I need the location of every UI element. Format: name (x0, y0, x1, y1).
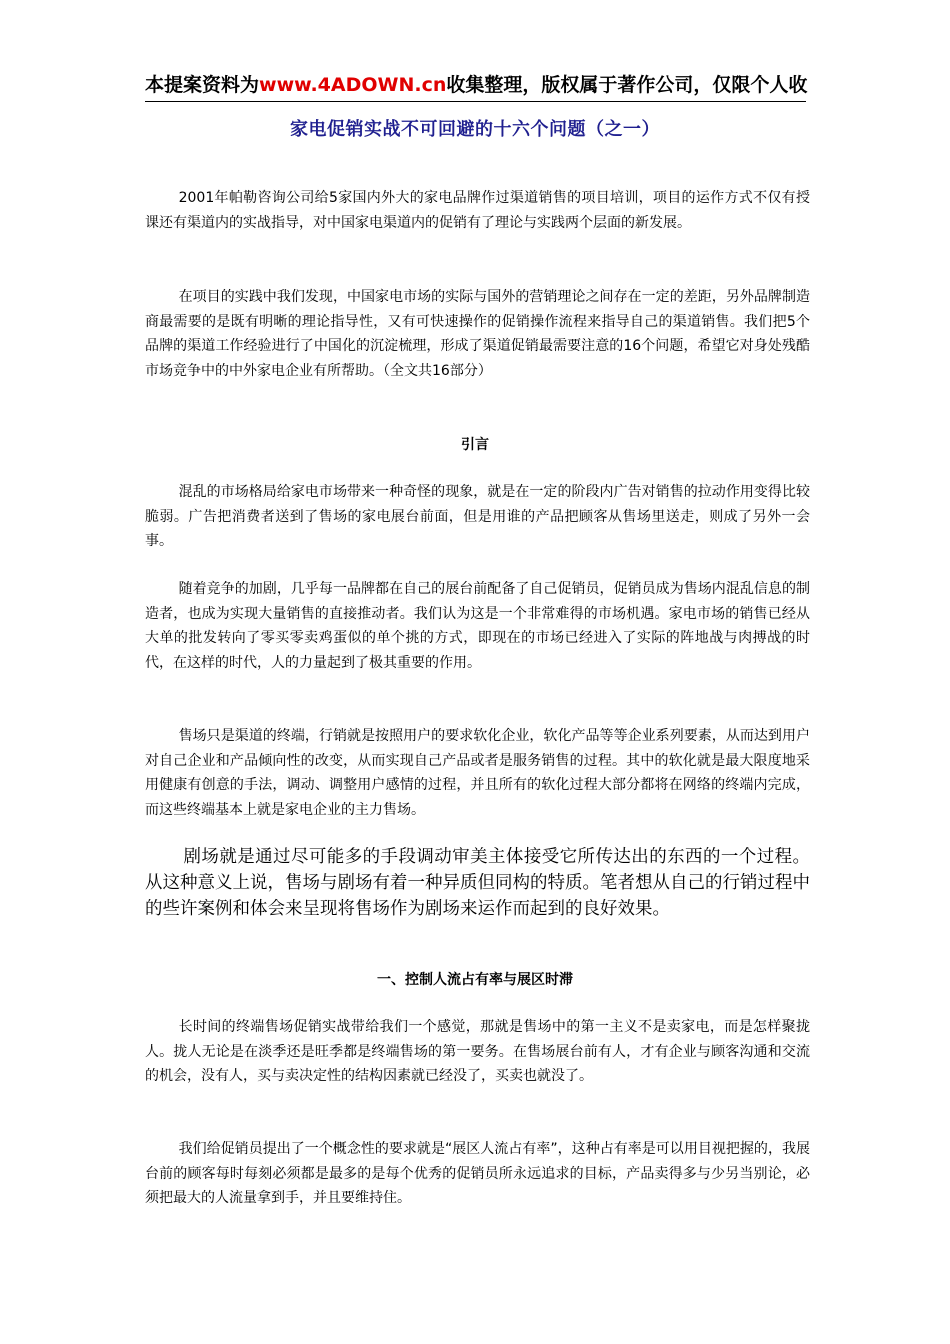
header-site-link[interactable]: www.4ADOWN.cn (259, 74, 447, 96)
paragraph: 混乱的市场格局给家电市场带来一种奇怪的现象，就是在一定的阶段内广告对销售的拉动作用变得比较脆弱。广告把消费者送到了售场的家电展台前面，但是用谁的产品把顾客从售场里送走，则成了另外一会事。 (145, 484, 810, 549)
document-title: 家电促销实战不可回避的十六个问题（之一） (290, 119, 660, 140)
header-divider (145, 101, 806, 102)
paragraph: 售场只是渠道的终端，行销就是按照用户的要求软化企业，软化产品等等企业系列要素，从而达到用户对自己企业和产品倾向性的改变，从而实现自己产品或者是服务销售的过程。其中的软化就是最大限度地采用健康有创意的手法，调动、调整用户感情的过程，并且所有的软化过程大部分都将在网络的终端内完成，而这些终端基本上就是家电企业的主力售场。 (145, 728, 810, 818)
section-heading-one: 一、控制人流占有率与展区时滞 (377, 972, 573, 988)
paragraph: 随着竞争的加剧，几乎每一品牌都在自己的展台前配备了自己促销员，促销员成为售场内混乱信息的制造者，也成为实现大量销售的直接推动者。我们认为这是一个非常难得的市场机遇。家电市场的销售已经从大单的批发转向了零买零卖鸡蛋似的单个挑的方式，即现在的市场已经进入了实际的阵地战与肉搏战的时代，在这样的时代，人的力量起到了极其重要的作用。 (145, 581, 810, 671)
header-banner (145, 70, 950, 102)
paragraph: 长时间的终端售场促销实战带给我们一个感觉，那就是售场中的第一主义不是卖家电，而是怎样聚拢人。拢人无论是在淡季还是旺季都是终端售场的第一要务。在售场展台前有人，才有企业与顾客沟通和交流的机会，没有人，买与卖决定性的结构因素就已经没了，买卖也就没了。 (145, 1019, 810, 1084)
paragraph: 在项目的实践中我们发现，中国家电市场的实际与国外的营销理论之间存在一定的差距，另外品牌制造商最需要的是既有明晰的理论指导性，又有可快速操作的促销操作流程来指导自己的渠道销售。我们把5个品牌的渠道工作经验进行了中国化的沉淀梳理，形成了渠道促销最需要注意的16个问题，希望它对身处残酷市场竞争中的中外家电企业有所帮助。（全文共16部分） (145, 289, 810, 379)
section-heading-intro: 引言 (461, 437, 489, 453)
paragraph: 2001年帕勒咨询公司给5家国内外大的家电品牌作过渠道销售的项目培训，项目的运作方式不仅有授课还有渠道内的实战指导，对中国家电渠道内的促销有了理论与实践两个层面的新发展。 (145, 190, 810, 231)
paragraph: 我们给促销员提出了一个概念性的要求就是“展区人流占有率”，这种占有率是可以用目视把握的，我展台前的顾客每时每刻必须都是最多的是每个优秀的促销员所永远追求的目标，产品卖得多与少另当别论，必须把最大的人流量拿到手，并且要维持住。 (145, 1141, 810, 1206)
paragraph-large: 剧场就是通过尽可能多的手段调动审美主体接受它所传达出的东西的一个过程。从这种意义上说，售场与剧场有着一种异质但同构的特质。笔者想从自己的行销过程中的些许案例和体会来呈现将售场作为剧场来运作而起到的良好效果。 (145, 847, 810, 919)
header-prefix: 本提案资料为 (145, 74, 260, 96)
header-suffix: 收集整理，版权属于著作公司，仅限个人收 (446, 74, 808, 96)
